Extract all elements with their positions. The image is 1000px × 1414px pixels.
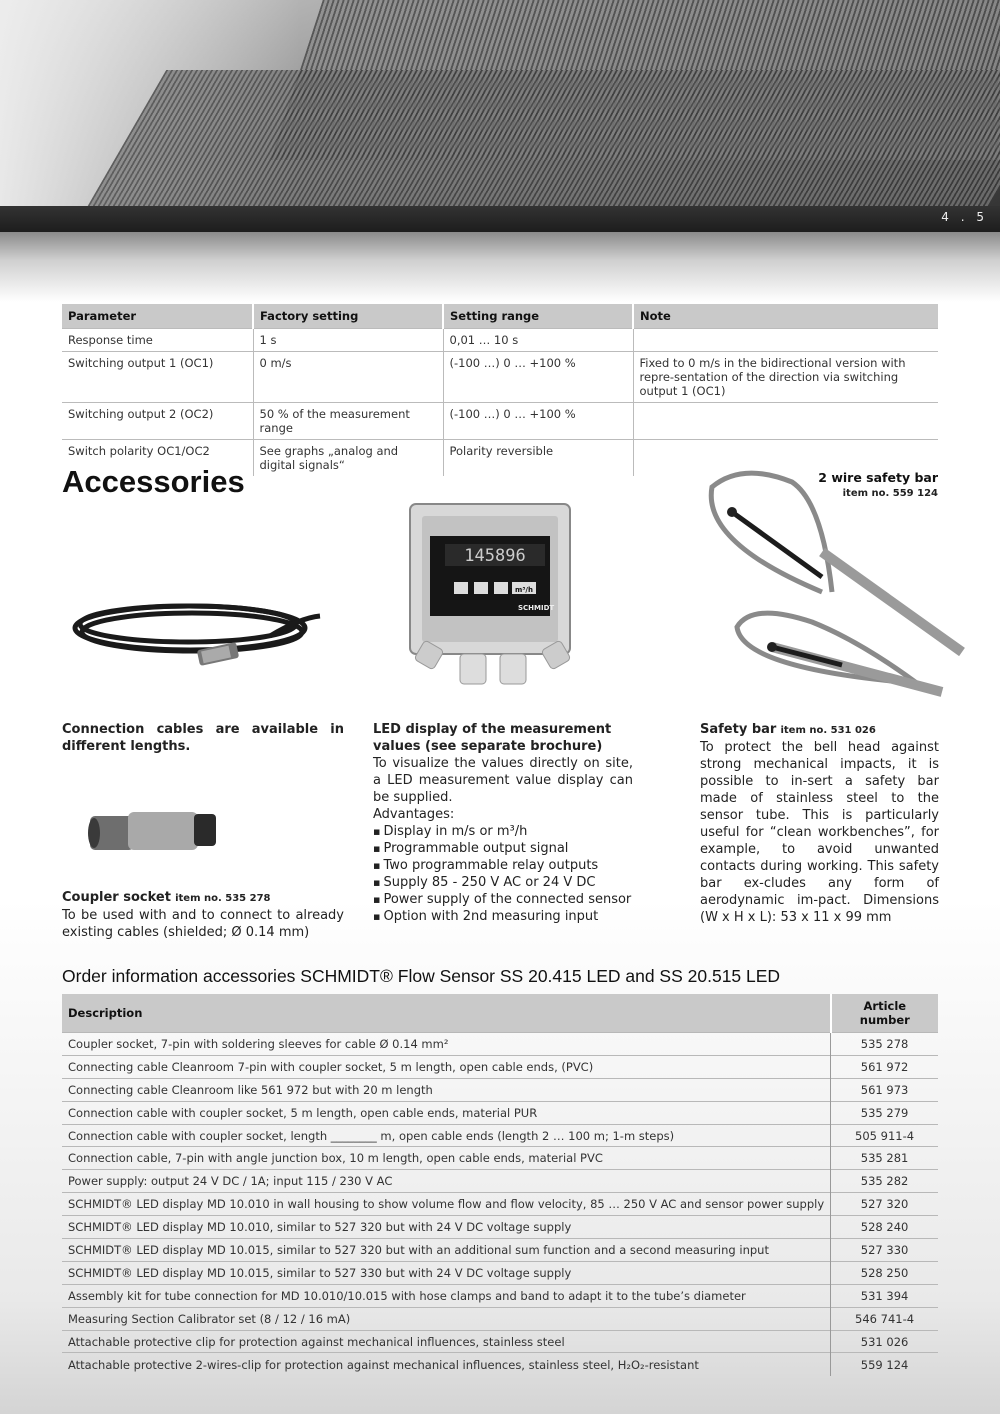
cell: 0,01 … 10 s: [443, 329, 633, 352]
table-row: [62, 403, 938, 440]
cell: [633, 403, 938, 440]
order-table-header: [62, 994, 938, 1033]
cell: Fixed to 0 m/s in the bidirectional version with repre-sentation of the direction via switching output 1 (OC1): [633, 352, 938, 403]
col-article-number: Article number: [831, 994, 938, 1033]
description-cell: SCHMIDT® LED display MD 10.010 in wall housing to show volume flow and flow velocity, 85 … 250 V AC and sensor power supply: [62, 1193, 831, 1216]
list-item: ▪ Power supply of the connected sensor: [373, 891, 633, 908]
description-cell: Measuring Section Calibrator set (8 / 12 / 16 mA): [62, 1307, 831, 1330]
safety-bar-item-no: item no. 531 026: [780, 725, 876, 736]
cell: See graphs „analog and digital signals“: [253, 440, 443, 477]
parameter-table: [62, 304, 938, 476]
cables-text: Connection cables are available in different lengths.: [62, 722, 344, 754]
cell: 1 s: [253, 329, 443, 352]
description-cell: Attachable protective 2-wires-clip for protection against mechanical influences, stainless steel, H₂O₂-resistant: [62, 1353, 831, 1376]
col-parameter: Parameter: [62, 304, 253, 329]
article-number-cell: 527 320: [831, 1193, 938, 1216]
safety-bar-title: Safety bar: [700, 722, 777, 737]
accessories-title: Accessories: [62, 464, 245, 499]
coupler-text: To be used with and to connect to already existing cables (shielded; Ø 0.14 mm): [62, 908, 344, 940]
table-row: [62, 1147, 938, 1170]
table-row: [62, 1353, 938, 1376]
article-number-cell: 535 281: [831, 1147, 938, 1170]
safety-bar-block: [700, 721, 939, 926]
description-cell: Assembly kit for tube connection for MD 10.010/10.015 with hose clamps and band to adapt it to the tube’s diameter: [62, 1284, 831, 1307]
description-cell: Connection cable with coupler socket, length ________ m, open cable ends (length 2 … 100 m; 1-m steps): [62, 1124, 831, 1147]
unit-key-label: m³/h: [515, 586, 533, 594]
col-setting-range: Setting range: [443, 304, 633, 329]
col-note: Note: [633, 304, 938, 329]
parameter-table-header: [62, 304, 938, 329]
header-strip: [0, 206, 1000, 232]
article-number-cell: 531 026: [831, 1330, 938, 1353]
article-number-cell: 561 972: [831, 1055, 938, 1078]
cell: 50 % of the measurement range: [253, 403, 443, 440]
brand-label: SCHMIDT: [518, 604, 555, 612]
cell: Switching output 2 (OC2): [62, 403, 253, 440]
list-item: ▪ Option with 2nd measuring input: [373, 908, 633, 925]
table-row: [62, 1033, 938, 1056]
display-readout: 145896: [464, 546, 526, 566]
page-number: 4 . 5: [941, 210, 988, 224]
list-item: ▪ Supply 85 - 250 V AC or 24 V DC: [373, 874, 633, 891]
order-table-body: [62, 1033, 938, 1376]
advantages-label: Advantages:: [373, 807, 455, 822]
table-row: [62, 1307, 938, 1330]
table-row: [62, 329, 938, 352]
cell: (-100 …) 0 … +100 %: [443, 352, 633, 403]
led-display-text: To visualize the values directly on site, a LED measurement value display can be supplied.: [373, 756, 633, 805]
col-description: Description: [62, 994, 831, 1033]
safety-bar-text: To protect the bell head against strong mechanical impacts, it is possible to in-sert a safety bar made of stainless steel to the sensor tube. This is particularly useful for “clean workbenches”, for example, to avoid unwanted contacts during working. This safety bar ex-cludes any form of aerodynamic im-pact. Dimensions (W x H x L): 53 x 11 x 99 mm: [700, 740, 939, 925]
article-number-cell: 527 330: [831, 1239, 938, 1262]
table-row: [62, 1193, 938, 1216]
description-cell: Connecting cable Cleanroom like 561 972 but with 20 m length: [62, 1078, 831, 1101]
table-row: [62, 1078, 938, 1101]
led-display-block: [373, 721, 633, 925]
cell: Switch polarity OC1/OC2: [62, 440, 253, 477]
list-item: ▪ Two programmable relay outputs: [373, 857, 633, 874]
description-cell: Power supply: output 24 V DC / 1A; input 115 / 230 V AC: [62, 1170, 831, 1193]
table-row: [62, 1261, 938, 1284]
header-photo: [0, 0, 1000, 232]
article-number-cell: 546 741-4: [831, 1307, 938, 1330]
article-number-cell: 528 250: [831, 1261, 938, 1284]
table-row: [62, 352, 938, 403]
coupler-title: Coupler socket: [62, 890, 171, 905]
led-display-image: [400, 496, 590, 696]
article-number-cell: 535 282: [831, 1170, 938, 1193]
description-cell: Attachable protective clip for protection against mechanical influences, stainless steel: [62, 1330, 831, 1353]
description-cell: SCHMIDT® LED display MD 10.015, similar to 527 320 but with an additional sum function and a second measuring input: [62, 1239, 831, 1262]
coupler-block: [62, 889, 344, 941]
cables-block: [62, 721, 344, 755]
cell: (-100 …) 0 … +100 %: [443, 403, 633, 440]
cell: Polarity reversible: [443, 440, 633, 477]
table-row: [62, 1055, 938, 1078]
table-row: [62, 1330, 938, 1353]
article-number-cell: 505 911-4: [831, 1124, 938, 1147]
table-row: [62, 1216, 938, 1239]
order-table: [62, 994, 938, 1376]
table-row: [62, 1101, 938, 1124]
table-row: [62, 1170, 938, 1193]
order-title: Order information accessories SCHMIDT® Flow Sensor SS 20.415 LED and SS 20.515 LED: [62, 966, 781, 986]
article-number-cell: 531 394: [831, 1284, 938, 1307]
col-factory-setting: Factory setting: [253, 304, 443, 329]
led-display-title: LED display of the measurement values (see separate brochure): [373, 722, 612, 754]
list-item: ▪ Display in m/s or m³/h: [373, 823, 633, 840]
cell: [633, 329, 938, 352]
safety-bar-image: [672, 462, 982, 714]
table-row: [62, 1284, 938, 1307]
cell: 0 m/s: [253, 352, 443, 403]
safety-bar-2wire-item-no: item no. 559 124: [842, 488, 938, 499]
coupler-socket-image: [84, 802, 222, 862]
safety-bar-2wire-title: 2 wire safety bar: [818, 470, 938, 485]
advantages-list: [373, 823, 633, 925]
cell: Response time: [62, 329, 253, 352]
description-cell: Connecting cable Cleanroom 7-pin with coupler socket, 5 m length, open cable ends, (PVC): [62, 1055, 831, 1078]
article-number-cell: 559 124: [831, 1353, 938, 1376]
description-cell: SCHMIDT® LED display MD 10.015, similar to 527 330 but with 24 V DC voltage supply: [62, 1261, 831, 1284]
coupler-item-no: item no. 535 278: [175, 893, 271, 904]
description-cell: Connection cable with coupler socket, 5 m length, open cable ends, material PUR: [62, 1101, 831, 1124]
header-gradient-band: [0, 232, 1000, 302]
article-number-cell: 561 973: [831, 1078, 938, 1101]
list-item: ▪ Programmable output signal: [373, 840, 633, 857]
description-cell: Coupler socket, 7-pin with soldering sleeves for cable Ø 0.14 mm²: [62, 1033, 831, 1056]
description-cell: Connection cable, 7-pin with angle junction box, 10 m length, open cable ends, material PVC: [62, 1147, 831, 1170]
article-number-cell: 528 240: [831, 1216, 938, 1239]
table-row: [62, 1239, 938, 1262]
table-row: [62, 1124, 938, 1147]
article-number-cell: 535 278: [831, 1033, 938, 1056]
cell: Switching output 1 (OC1): [62, 352, 253, 403]
description-cell: SCHMIDT® LED display MD 10.010, similar to 527 320 but with 24 V DC voltage supply: [62, 1216, 831, 1239]
article-number-cell: 535 279: [831, 1101, 938, 1124]
connection-cable-image: [70, 588, 330, 688]
